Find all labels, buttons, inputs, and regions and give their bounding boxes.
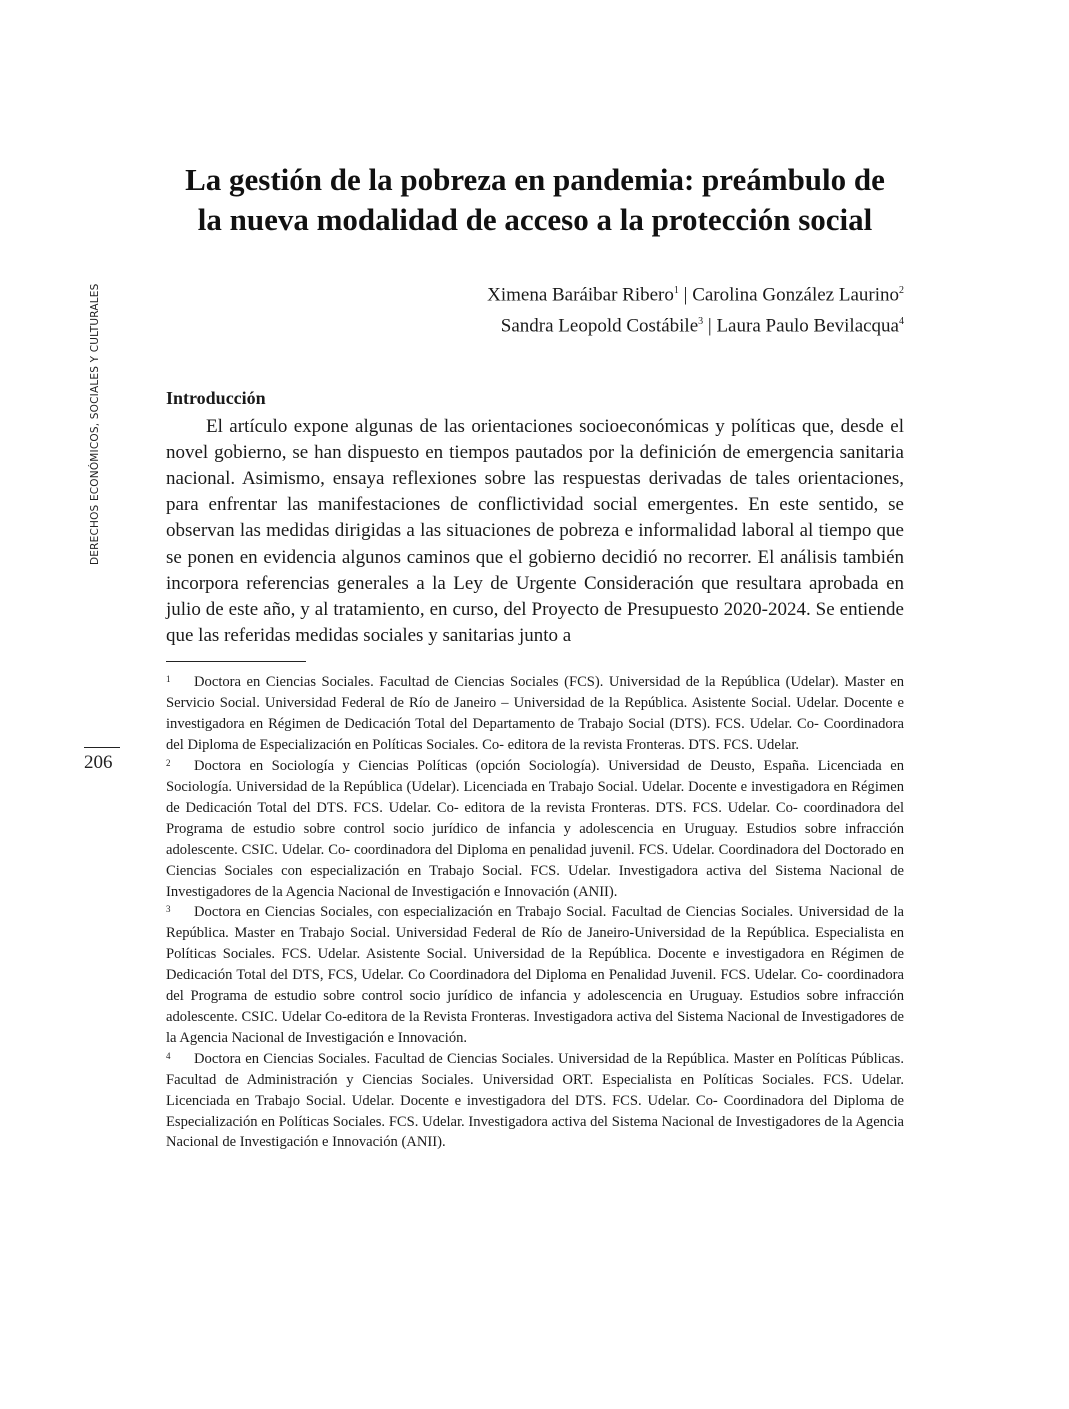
running-head bbox=[88, 245, 102, 565]
author-name: Ximena Baráibar Ribero bbox=[487, 284, 674, 306]
author-line-1 bbox=[166, 277, 904, 308]
intro-paragraph: El artículo expone algunas de las orientaciones socioeconómicas y políticas que, desde el novel gobierno, se han dispuesto en tiempos pautados por la definición de emergencia sanitaria nacional. Asimismo, ensaya reflexiones sobre las respuestas derivadas de tales orientaciones, para enfrentar las manifestaciones de conflictividad social emergentes. En este sentido, se observan las medidas dirigidas a las situaciones de pobreza e informalidad laboral al tiempo que se ponen en evidencia algunos caminos que el gobierno decidió no recorrer. El análisis también incorpora referencias generales a la Ley de Urgente Consideración que resultara aprobada en julio de este año, y al tratamiento, en curso, del Proyecto de Presupuesto 2020-2024. Se entiende que las referidas medidas sociales y sanitarias junto a bbox=[166, 415, 904, 647]
author-name: Laura Paulo Bevilacqua bbox=[716, 315, 899, 337]
author-footnote-ref[interactable]: 1 bbox=[673, 285, 679, 296]
footnote-text: Doctora en Ciencias Sociales. Facultad de Ciencias Sociales. Universidad de la República. Master en Políticas Públicas. Facultad de Administración y Ciencias Sociales. Universidad ORT. Especialista en Políticas Sociales. FCS. Udelar. Licenciada en Trabajo Social. Udelar. Docente e investigadora del DTS. FCS. Udelar. Co- Coordinadora del Diploma de Especialización en Políticas Sociales. FCS. Udelar. Investigadora activa del Sistema Nacional de Investigadores de la Agencia Nacional de Investigación e Innovación (ANII). bbox=[166, 1050, 904, 1151]
footnote-text: Doctora en Ciencias Sociales. Facultad de Ciencias Sociales (FCS). Universidad de la República (Udelar). Master en Servicio Social. Universidad Federal de Río de Janeiro – Universidad de la República. Asistente Social. Udelar. Docente e investigadora en Régimen de Dedicación Total del Departamento de Trabajo Social (DTS). FCS. Udelar. Co- Coordinadora del Diploma de Especialización en Políticas Sociales. Co- editora de la revista Fronteras. DTS. FCS. Udelar. bbox=[166, 674, 904, 754]
author-footnote-ref[interactable]: 4 bbox=[899, 316, 904, 328]
footnote-item bbox=[166, 1049, 904, 1154]
footnote-number: 3 bbox=[166, 904, 171, 915]
footnote-text: Doctora en Sociología y Ciencias Políticas (opción Sociología). Universidad de Deusto, España. Licenciada en Sociología. Universidad de la República (Udelar). Licenciada en Trabajo Social. Udelar. Docente e investigadora en Régimen de Dedicación Total del DTS. FCS. Udelar. Co- editora de la revista Fronteras. DTS. FCS. Udelar. Co- coordinadora del Programa de estudio sobre control socio jurídico de infancia y adolescencia en Uruguay. Estudios sobre infracción adolescente. CSIC. Udelar. Co- coordinadora del Diploma en penalidad juvenil. FCS. Udelar. Coordinadora del Doctorado en Ciencias Sociales con especialización en Trabajo Social. FCS. Udelar. Investigadora activa del Sistema Nacional de Investigadores de la Agencia Nacional de Investigación e Innovación (ANII). bbox=[166, 758, 904, 900]
author-footnote-ref[interactable]: 3 bbox=[698, 316, 704, 328]
article-content bbox=[166, 160, 904, 1153]
footnote-number: 4 bbox=[166, 1050, 171, 1061]
footnote-number: 2 bbox=[166, 758, 171, 769]
article-title bbox=[166, 160, 904, 240]
footnote-item bbox=[166, 902, 904, 1048]
footnote-text: Doctora en Ciencias Sociales, con especialización en Trabajo Social. Facultad de Ciencias Sociales. Universidad de la República. Master en Trabajo Social. Universidad Federal de Río de Janeiro-Universidad de la República. Especialista en Políticas Sociales. FCS. Udelar. Asistente Social. Universidad de la República. Docente e investigadora en Régimen de Dedicación Total del DTS, FCS, Udelar. Co Coordinadora del Diploma en Penalidad Juvenil. FCS. Udelar. Co- coordinadora del Programa de estudio sobre control socio jurídico de infancia y adolescencia en Uruguay. Estudios sobre infracción adolescente. CSIC. Udelar Co-editora de la Revista Fronteras. Investigadora activa del Sistema Nacional de Investigadores de la Agencia Nacional de Investigación e Innovación. bbox=[166, 904, 904, 1046]
author-list bbox=[166, 277, 904, 340]
title-line-2: la nueva modalidad de acceso a la protección social bbox=[197, 202, 873, 237]
author-name: Sandra Leopold Costábile bbox=[500, 315, 699, 337]
footnotes bbox=[166, 672, 904, 1153]
footnote-item bbox=[166, 756, 904, 902]
author-footnote-ref[interactable]: 2 bbox=[899, 285, 904, 296]
page-number-rule bbox=[84, 747, 120, 748]
author-name: Carolina González Laurino bbox=[692, 284, 899, 306]
section-heading: Introducción bbox=[166, 387, 266, 408]
page-number: 206 bbox=[84, 752, 113, 773]
author-separator: | bbox=[707, 315, 712, 337]
title-line-1: La gestión de la pobreza en pandemia: preámbulo de bbox=[185, 162, 885, 197]
footnote-number: 1 bbox=[166, 674, 171, 685]
author-separator: | bbox=[683, 284, 688, 306]
running-head-text: DERECHOS ECONÓMICOS, SOCIALES Y CULTURALES bbox=[89, 283, 101, 565]
footnote-item bbox=[166, 672, 904, 756]
author-line-2 bbox=[166, 308, 904, 339]
footnote-divider bbox=[166, 661, 306, 662]
